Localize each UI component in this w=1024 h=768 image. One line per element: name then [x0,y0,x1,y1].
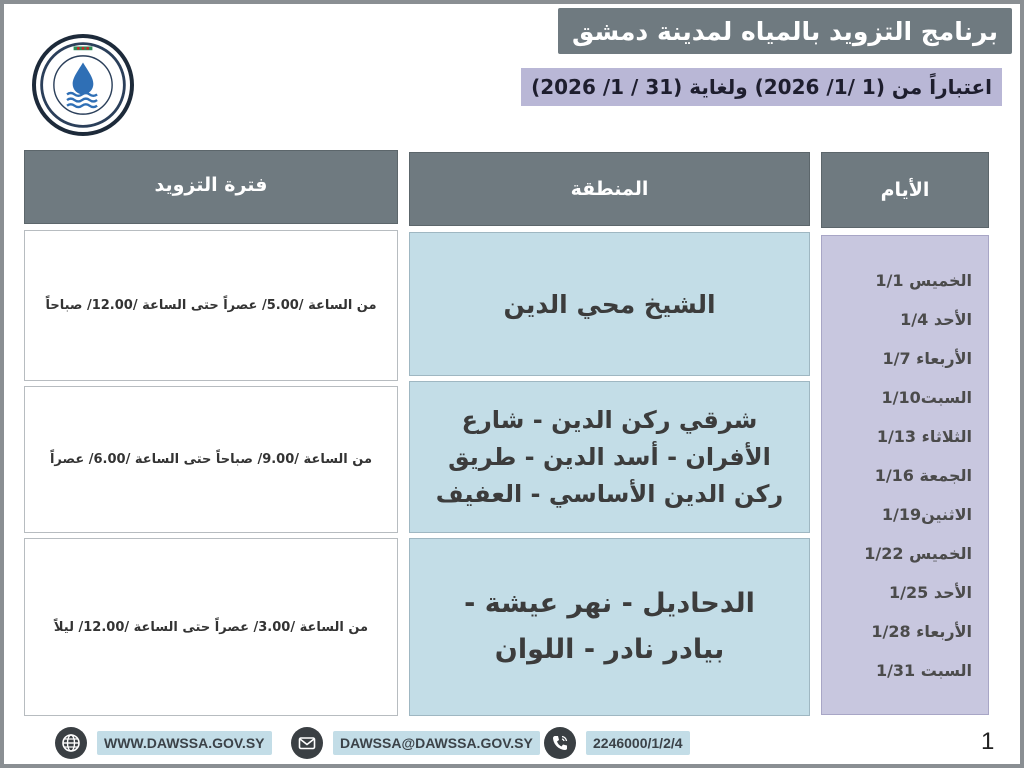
footer-email [291,727,540,759]
column-header-days: الأيام [821,152,989,228]
days-list [821,235,989,715]
email-link[interactable]: DAWSSA@DAWSSA.GOV.SY [333,731,540,755]
day-item: الجمعة 1/16 [874,466,972,485]
column-header-area: المنطقة [409,152,810,226]
area-cell-2: شرقي ركن الدين - شارع الأفران - أسد الدين - طريق ركن الدين الأساسي - العفيف [409,381,810,533]
period-cell-3: من الساعة /3.00/ عصراً حتى الساعة /12.00/ ليلاً [24,538,398,716]
area-cell-1: الشيخ محي الدين [409,232,810,376]
day-item: السبت 1/31 [875,661,972,680]
day-item: الأربعاء 1/28 [871,622,972,641]
logo [32,34,134,136]
day-item: الأحد 1/25 [889,583,972,602]
website-link[interactable]: WWW.DAWSSA.GOV.SY [97,731,272,755]
footer-website [55,727,272,759]
phone-number[interactable]: 2246000/1/2/4 [586,731,690,755]
period-cell-2: من الساعة /9.00/ صباحاً حتى الساعة /6.00/ عصراً [24,386,398,533]
day-item: الأحد 1/4 [900,310,972,329]
date-range-subtitle: اعتباراً من (1 /1/ 2026) ولغاية (31 / 1/ 2026) [521,68,1002,106]
water-drop-icon [36,38,130,132]
globe-icon [55,727,87,759]
day-item: الأربعاء 1/7 [882,349,972,368]
phone-icon [544,727,576,759]
day-item: السبت1/10 [881,388,972,407]
period-cell-1: من الساعة /5.00/ عصراً حتى الساعة /12.00/ صباحاً [24,230,398,381]
day-item: الخميس 1/1 [875,271,972,290]
day-item: الخميس 1/22 [864,544,972,563]
day-item: الثلاثاء 1/13 [876,427,972,446]
day-item: الاثنين1/19 [881,505,972,524]
area-cell-3: الدحاديل - نهر عيشة - بيادر نادر - اللوان [409,538,810,716]
page-title: برنامج التزويد بالمياه لمدينة دمشق [558,8,1012,54]
page-number: 1 [981,728,995,755]
mail-icon [291,727,323,759]
column-header-period: فترة التزويد [24,150,398,224]
footer-phone [544,727,690,759]
